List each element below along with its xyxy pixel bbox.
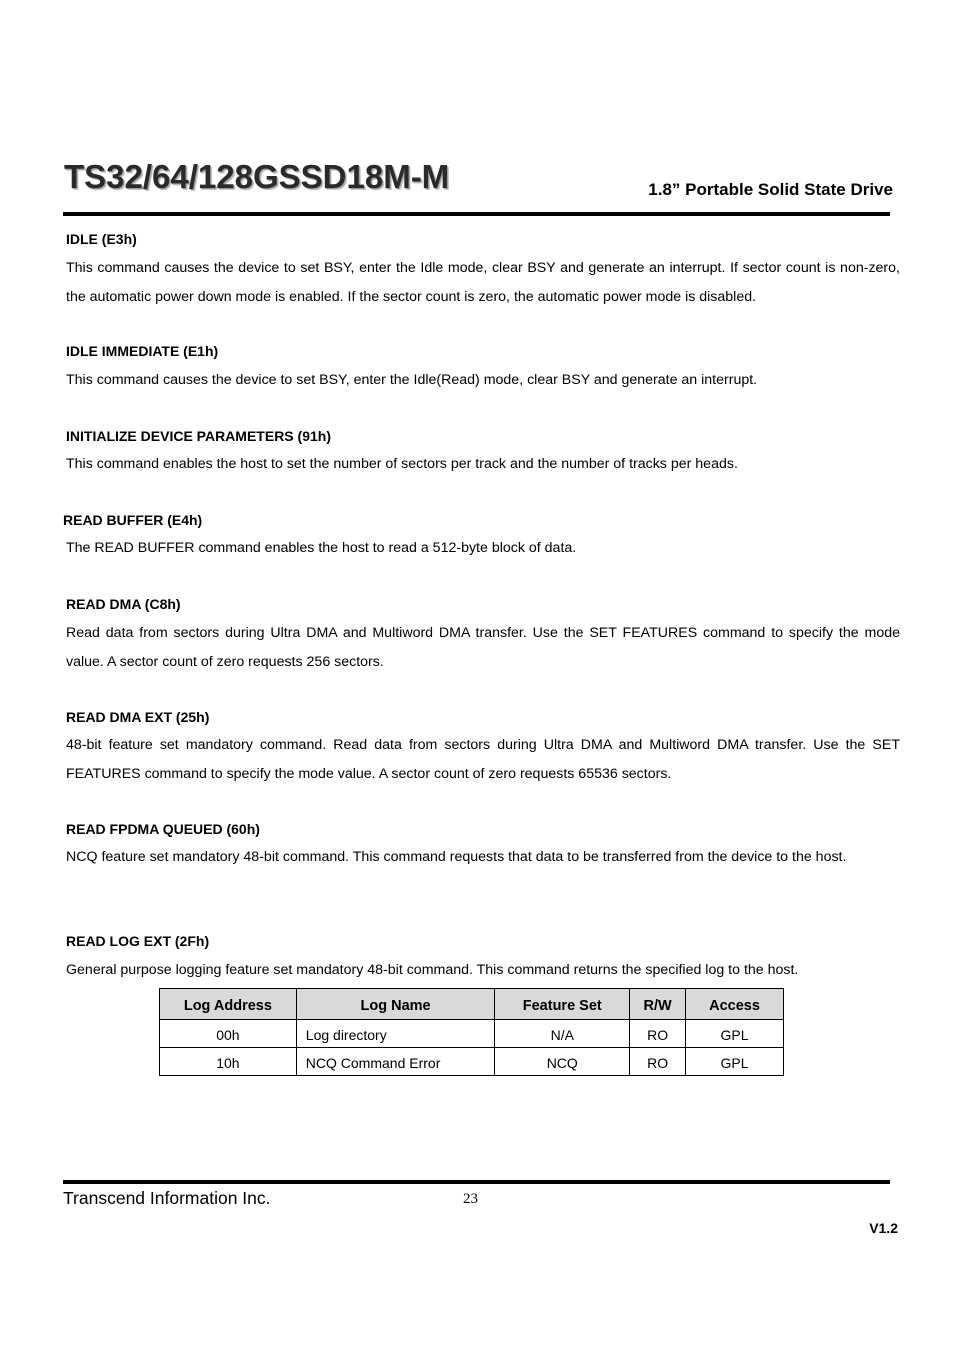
- company-name: Transcend Information Inc.: [63, 1188, 271, 1208]
- cell-log-address: 00h: [160, 1020, 297, 1048]
- section-body-read-buffer: The READ BUFFER command enables the host to read a 512-byte block of data.: [66, 540, 577, 556]
- section-heading-idle-immediate: IDLE IMMEDIATE (E1h): [66, 343, 219, 359]
- cell-feature-set: N/A: [495, 1020, 630, 1048]
- footer-divider: [63, 1180, 890, 1184]
- column-header-log-name: Log Name: [296, 989, 495, 1020]
- section-body-read-dma: Read data from sectors during Ultra DMA and Multiword DMA transfer. Use the SET FEATURES command to specify the mode value. A sector count of zero requests 256 sectors.: [66, 625, 900, 670]
- table-row: [160, 1020, 784, 1048]
- cell-log-name: NCQ Command Error: [296, 1048, 495, 1076]
- section-heading-read-log-ext: READ LOG EXT (2Fh): [66, 933, 210, 949]
- section-heading-read-buffer: READ BUFFER (E4h): [63, 512, 203, 528]
- log-table: [159, 988, 784, 1076]
- section-heading-read-dma: READ DMA (C8h): [66, 596, 181, 612]
- section-body-idle-immediate: This command causes the device to set BSY, enter the Idle(Read) mode, clear BSY and generate an interrupt.: [66, 372, 758, 388]
- table-row: [160, 1048, 784, 1076]
- document-subtitle: 1.8” Portable Solid State Drive: [648, 180, 893, 199]
- column-header-feature-set: Feature Set: [495, 989, 630, 1020]
- section-heading-read-dma-ext: READ DMA EXT (25h): [66, 709, 210, 725]
- section-heading-idle: IDLE (E3h): [66, 231, 137, 247]
- document-title: TS32/64/128GSSD18M-M: [64, 158, 450, 195]
- cell-log-address: 10h: [160, 1048, 297, 1076]
- section-body-initialize-device-parameters: This command enables the host to set the number of sectors per track and the number of tracks per heads.: [66, 456, 738, 472]
- header-divider: [63, 212, 890, 216]
- cell-rw: RO: [630, 1048, 686, 1076]
- section-heading-initialize-device-parameters: INITIALIZE DEVICE PARAMETERS (91h): [66, 428, 331, 444]
- column-header-rw: R/W: [630, 989, 686, 1020]
- cell-log-name: Log directory: [296, 1020, 495, 1048]
- column-header-access: Access: [686, 989, 784, 1020]
- cell-access: GPL: [686, 1020, 784, 1048]
- section-heading-read-fpdma-queued: READ FPDMA QUEUED (60h): [66, 821, 260, 837]
- section-body-idle: This command causes the device to set BSY, enter the Idle mode, clear BSY and generate an interrupt. If sector count is non-zero, the automatic power down mode is enabled. If the sector count is zero, the automatic power mode is disabled.: [66, 260, 900, 305]
- section-body-read-log-ext: General purpose logging feature set mandatory 48-bit command. This command returns the specified log to the host.: [66, 962, 799, 978]
- section-body-read-dma-ext: 48-bit feature set mandatory command. Read data from sectors during Ultra DMA and Multiword DMA transfer. Use the SET FEATURES command to specify the mode value. A sector count of zero requests 65536 sectors.: [66, 737, 900, 782]
- column-header-log-address: Log Address: [160, 989, 297, 1020]
- cell-access: GPL: [686, 1048, 784, 1076]
- page-number: 23: [463, 1191, 478, 1207]
- section-body-read-fpdma-queued: NCQ feature set mandatory 48-bit command. This command requests that data to be transferred from the device to the host.: [66, 849, 847, 865]
- version-label: V1.2: [869, 1220, 898, 1236]
- table-header-row: [160, 989, 784, 1020]
- cell-feature-set: NCQ: [495, 1048, 630, 1076]
- cell-rw: RO: [630, 1020, 686, 1048]
